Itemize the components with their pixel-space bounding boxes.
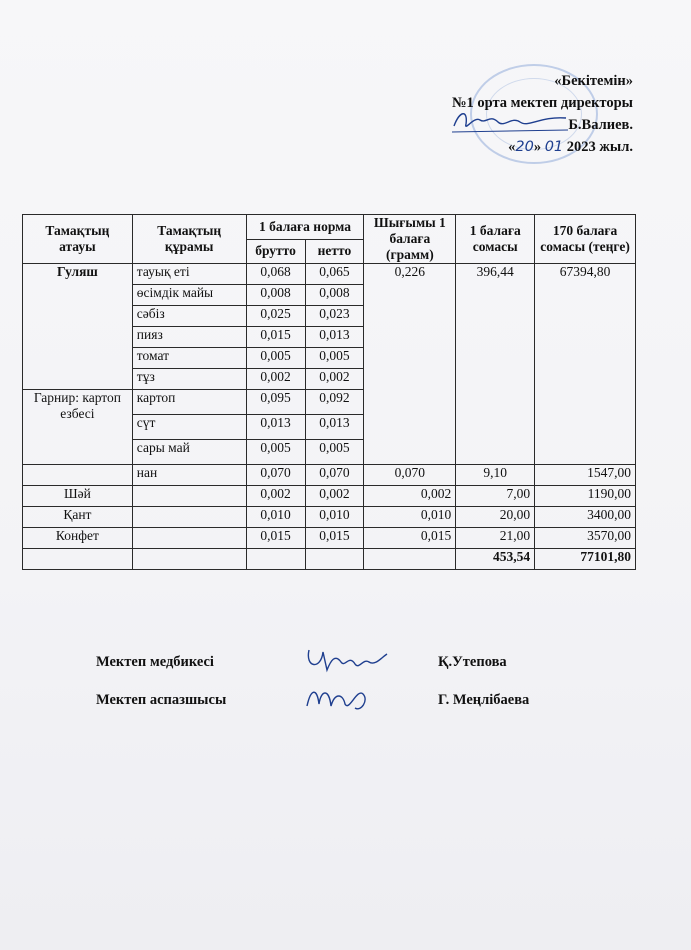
gross-cell: 0,025 [246,306,305,327]
gross-cell: 0,015 [246,327,305,348]
dish-cell: Шәй [23,486,133,507]
gross-cell: 0,015 [246,528,305,549]
approval-heading: «Бекітемін» [554,73,633,89]
header-cost-170: 170 балаға сомасы (теңге) [535,215,636,264]
cost-170-cell: 3570,00 [535,528,636,549]
ingredient-cell: пияз [132,327,246,348]
dish-cell [23,465,133,486]
cost-170-cell: 3400,00 [535,507,636,528]
cost-170-cell: 1190,00 [535,486,636,507]
ingredient-cell: тауық еті [132,264,246,285]
menu-table [22,214,636,570]
director-signature [450,106,570,136]
net-cell: 0,002 [305,369,364,390]
ingredient-cell: сүт [132,415,246,440]
cook-name: Г. Меңлібаева [438,692,530,708]
empty-cell [132,549,246,570]
cost-one-cell: 20,00 [456,507,535,528]
signatures-block [96,654,576,730]
header-composition: Тамақтың құрамы [132,215,246,264]
net-cell: 0,008 [305,285,364,306]
cook-role: Мектеп аспазшысы [96,692,227,708]
gross-cell: 0,095 [246,390,305,415]
gross-cell: 0,068 [246,264,305,285]
ingredient-cell: сары май [132,440,246,465]
net-cell: 0,065 [305,264,364,285]
net-cell: 0,013 [305,327,364,348]
total-cost-170: 77101,80 [535,549,636,570]
ingredient-cell: сәбіз [132,306,246,327]
dish-gulyash: Гуляш [23,264,133,390]
nurse-role: Мектеп медбикесі [96,654,214,670]
gross-cell: 0,002 [246,369,305,390]
table-row [23,465,636,486]
ingredient-cell: нан [132,465,246,486]
consumption-cell: 0,010 [364,507,456,528]
date-month: 01 [544,139,564,155]
gross-cell: 0,013 [246,415,305,440]
consumption-cell: 0,070 [364,465,456,486]
nurse-name: Қ.Утепова [438,654,507,670]
header-row [23,215,636,240]
header-consumption: Шығымы 1 балаға (грамм) [364,215,456,264]
gross-cell: 0,010 [246,507,305,528]
gulyash-cost-one: 396,44 [456,264,535,465]
gross-cell: 0,005 [246,348,305,369]
header-gross: брутто [246,239,305,264]
approval-date: «20» 01 2023 жыл. [508,139,633,155]
ingredient-cell [132,507,246,528]
net-cell: 0,070 [305,465,364,486]
empty-cell [246,549,305,570]
table-row [23,528,636,549]
cost-one-cell: 9,10 [456,465,535,486]
cost-one-cell: 7,00 [456,486,535,507]
approval-director: Б.Валиев. [568,117,633,133]
header-cost-one: 1 балаға сомасы [456,215,535,264]
gross-cell: 0,002 [246,486,305,507]
ingredient-cell: картоп [132,390,246,415]
net-cell: 0,002 [305,486,364,507]
net-cell: 0,013 [305,415,364,440]
net-cell: 0,005 [305,348,364,369]
cook-signature [301,678,391,718]
signature-row-cook [96,692,576,730]
date-day: 20 [515,139,534,155]
cost-one-cell: 21,00 [456,528,535,549]
net-cell: 0,005 [305,440,364,465]
dish-garnish: Гарнир: картоп езбесі [23,390,133,465]
net-cell: 0,023 [305,306,364,327]
cost-170-cell: 1547,00 [535,465,636,486]
gross-cell: 0,070 [246,465,305,486]
header-norm: 1 балаға норма [246,215,364,240]
gross-cell: 0,005 [246,440,305,465]
table-row [23,486,636,507]
gross-cell: 0,008 [246,285,305,306]
header-dish-name: Тамақтың атауы [23,215,133,264]
consumption-cell: 0,015 [364,528,456,549]
header-net: нетто [305,239,364,264]
gulyash-cost-170: 67394,80 [535,264,636,465]
approval-position: №1 орта мектеп директоры [451,95,633,111]
empty-cell [305,549,364,570]
ingredient-cell: томат [132,348,246,369]
table-row [23,507,636,528]
ingredient-cell [132,486,246,507]
total-cost-one: 453,54 [456,549,535,570]
dish-cell: Конфет [23,528,133,549]
gulyash-consumption: 0,226 [364,264,456,465]
ingredient-cell [132,528,246,549]
total-row [23,549,636,570]
empty-cell [23,549,133,570]
empty-cell [364,549,456,570]
ingredient-cell: өсімдік майы [132,285,246,306]
dish-cell: Қант [23,507,133,528]
net-cell: 0,010 [305,507,364,528]
consumption-cell: 0,002 [364,486,456,507]
ingredient-cell: тұз [132,369,246,390]
net-cell: 0,015 [305,528,364,549]
nurse-signature [301,640,391,680]
table-row [23,264,636,285]
net-cell: 0,092 [305,390,364,415]
